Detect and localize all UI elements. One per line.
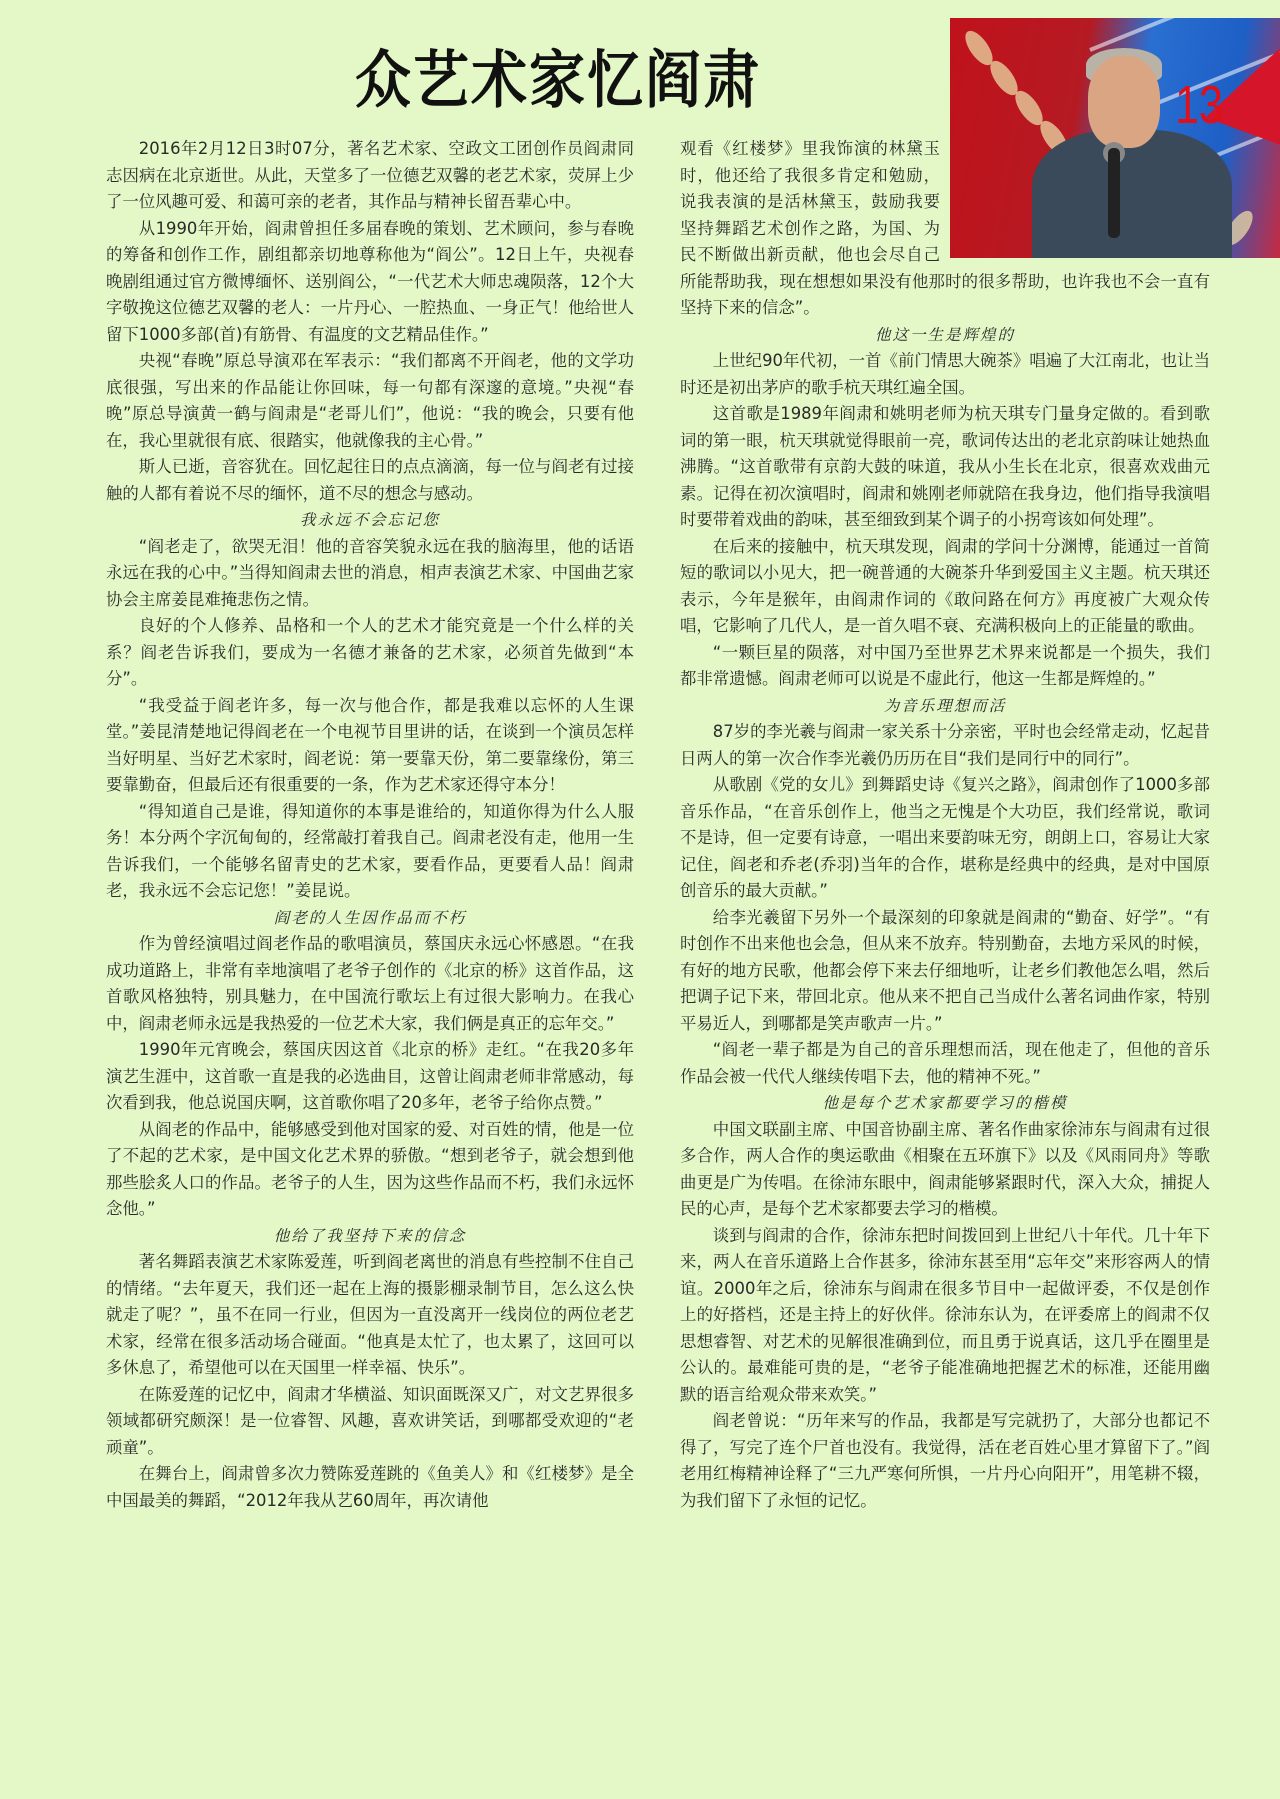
article-column-right (680, 136, 1210, 1514)
section-heading: 他这一生是辉煌的 (874, 325, 1015, 344)
paragraph: 这首歌是1989年阎肃和姚明老师为杭天琪专门量身定做的。看到歌词的第一眼，杭天琪就觉得眼前一亮，歌词传达出的老北京韵味让她热血沸腾。“这首歌带有京韵大鼓的味道，我从小生长在北京，很喜欢戏曲元素。记得在初次演唱时，阎肃和姚刚老师就陪在我身边，他们指导我演唱时要带着戏曲的韵味，甚至细致到某个调子的小拐弯该如何处理”。 (680, 404, 1210, 529)
paragraph: 阎老曾说：“历年来写的作品，我都是写完就扔了，大部分也都记不得了，写完了连个尸首也没有。我觉得，活在老百姓心里才算留下了。”阎老用红梅精神诠释了“三九严寒何所惧，一片丹心向阳开”，用笔耕不辍，为我们留下了永恒的记忆。 (680, 1411, 1210, 1510)
paragraph: 谈到与阎肃的合作，徐沛东把时间拨回到上世纪八十年代。几十年下来，两人在音乐道路上合作甚多，徐沛东甚至用“忘年交”来形容两人的情谊。2000年之后，徐沛东与阎肃在很多节目中一起做评委，不仅是创作上的好搭档，还是主持上的好伙伴。徐沛东认为，在评委席上的阎肃不仅思想睿智、对艺术的见解很准确到位，而且勇于说真话，这几乎在圈里是公认的。最难能可贵的是，“老爷子能准确地把握艺术的标准，还能用幽默的语言给观众带来欢笑。” (680, 1225, 1210, 1404)
paragraph: 上世纪90年代初，一首《前门情思大碗茶》唱遍了大江南北，也让当时还是初出茅庐的歌手杭天琪红遍全国。 (680, 351, 1210, 397)
paragraph: “阎老走了，欲哭无泪！他的音容笑貌永远在我的脑海里，他的话语永远在我的心中。”当得知阎肃去世的消息，相声表演艺术家、中国曲艺家协会主席姜昆难掩悲伤之情。 (106, 536, 634, 609)
paragraph: 在后来的接触中，杭天琪发现，阎肃的学问十分渊博，能通过一首简短的歌词以小见大，把一碗普通的大碗茶升华到爱国主义主题。杭天琪还表示，今年是猴年，由阎肃作词的《敢问路在何方》再度被广大观众传唱，它影响了几代人，是一首久唱不衰、充满积极向上的正能量的歌曲。 (680, 536, 1210, 635)
paragraph: 2016年2月12日3时07分，著名艺术家、空政文工团创作员阎肃同志因病在北京逝世。从此，天堂多了一位德艺双馨的老艺术家，荧屏上少了一位风趣可爱、和蔼可亲的老者，其作品与精神长留吾辈心中。 (106, 139, 634, 211)
paragraph: 从1990年开始，阎肃曾担任多届春晚的策划、艺术顾问，参与春晚的筹备和创作工作，剧组都亲切地尊称他为“阎公”。12日上午，央视春晚剧组通过官方微博缅怀、送别阎公，“一代艺术大师忠魂陨落，12个大字敬挽这位德艺双馨的老人：一片丹心、一腔热血、一身正气！他给世人留下1000多部(首)有筋骨、有温度的文艺精品佳作。” (106, 218, 634, 344)
paragraph: 在舞台上，阎肃曾多次力赞陈爱莲跳的《鱼美人》和《红楼梦》是全中国最美的舞蹈，“2012年我从艺60周年，再次请他 (106, 1464, 634, 1510)
paragraph: “我受益于阎老许多，每一次与他合作，都是我难以忘怀的人生课堂。”姜昆清楚地记得阎老在一个电视节目里讲的话，在谈到一个演员怎样当好明星、当好艺术家时，阎老说：第一要靠天份，第二要靠缘份，第三要靠勤奋，但最后还有很重要的一条，作为艺术家还得守本分！ (106, 695, 634, 794)
paragraph: “阎老一辈子都是为自己的音乐理想而活，现在他走了，但他的音乐作品会被一代代人继续传唱下去，他的精神不死。” (680, 1040, 1210, 1086)
paragraph: 著名舞蹈表演艺术家陈爱莲，听到阎老离世的消息有些控制不住自己的情绪。“去年夏天，我们还一起在上海的摄影棚录制节目，怎么这么快就走了呢？”，虽不在同一行业，但因为一直没离开一线岗位的两位老艺术家，经常在很多活动场合碰面。“他真是太忙了，也太累了，这回可以多休息了，希望他可以在天国里一样幸福、快乐”。 (106, 1252, 634, 1377)
section-heading: 我永远不会忘记您 (299, 511, 440, 529)
paragraph: “一颗巨星的陨落，对中国乃至世界艺术界来说都是一个损失，我们都非常遗憾。阎肃老师可以说是不虚此行，他这一生都是辉煌的。” (680, 642, 1210, 688)
paragraph: 良好的个人修养、品格和一个人的艺术才能究竟是一个什么样的关系？阎老告诉我们，要成为一名德才兼备的艺术家，必须首先做到“本分”。 (106, 616, 634, 688)
paragraph: “得知道自己是谁，得知道你的本事是谁给的，知道你得为什么人服务！本分两个字沉甸甸的，经常敲打着我自己。阎肃老没有走，他用一生告诉我们，一个能够名留青史的艺术家，要看作品，更要看人品！阎肃老，我永远不会忘记您！”姜昆说。 (106, 801, 634, 900)
paragraph: 在陈爱莲的记忆中，阎肃才华横溢、知识面既深又广，对文艺界很多领域都研究颇深！是一位睿智、风趣，喜欢讲笑话，到哪都受欢迎的“老顽童”。 (106, 1384, 634, 1457)
article-column-left (106, 136, 634, 1514)
paragraph: 斯人已逝，音容犹在。回忆起往日的点点滴滴，每一位与阎老有过接触的人都有着说不尽的缅怀，道不尽的想念与感动。 (106, 457, 634, 503)
section-heading: 为音乐理想而活 (883, 696, 1007, 715)
section-heading: 阎老的人生因作品而不朽 (273, 908, 467, 927)
section-heading: 他是每个艺术家都要学习的楷模 (822, 1094, 1068, 1112)
section-heading: 他给了我坚持下来的信念 (273, 1226, 467, 1245)
page-number: 13 (1175, 75, 1224, 135)
paragraph: 观看《红楼梦》里我饰演的林黛玉时，他还给了我很多肯定和勉励，说我表演的是活林黛玉，鼓励我要坚持舞蹈艺术创作之路，为国、为民不断做出新贡献，他也会尽自己所能帮助我，现在想想如果没有他那时的很多帮助，也许我也不会一直有坚持下来的信念”。 (680, 139, 1210, 317)
paragraph: 作为曾经演唱过阎老作品的歌唱演员，蔡国庆永远心怀感恩。“在我成功道路上，非常有幸地演唱了老爷子创作的《北京的桥》这首作品，这首歌风格独特，别具魅力，在中国流行歌坛上有过很大影响力。在我心中，阎肃老师永远是我热爱的一位艺术大家，我们俩是真正的忘年交。” (106, 934, 634, 1033)
paragraph: 87岁的李光羲与阎肃一家关系十分亲密，平时也会经常走动，忆起昔日两人的第一次合作李光羲仍历历在目“我们是同行中的同行”。 (680, 722, 1210, 768)
paragraph: 从歌剧《党的女儿》到舞蹈史诗《复兴之路》，阎肃创作了1000多部音乐作品，“在音乐创作上，他当之无愧是个大功臣，我们经常说，歌词不是诗，但一定要有诗意，一唱出来要韵味无穷，朗朗上口，容易让大家记住，阎老和乔老(乔羽)当年的合作，堪称是经典中的经典，是对中国原创音乐的最大贡献。” (680, 775, 1210, 900)
paragraph: 1990年元宵晚会，蔡国庆因这首《北京的桥》走红。“在我20多年演艺生涯中，这首歌一直是我的必选曲目，这曾让阎肃老师非常感动，每次看到我，他总说国庆啊，这首歌你唱了20多年，老爷子给你点赞。” (106, 1040, 634, 1112)
paragraph: 央视“春晚”原总导演邓在军表示：“我们都离不开阎老，他的文学功底很强，写出来的作品能让你回味，每一句都有深邃的意境。”央视“春晚”原总导演黄一鹤与阎肃是“老哥儿们”，他说：“我的晚会，只要有他在，我心里就很有底、很踏实，他就像我的主心骨。” (106, 351, 634, 450)
paragraph: 中国文联副主席、中国音协副主席、著名作曲家徐沛东与阎肃有过很多合作，两人合作的奥运歌曲《相聚在五环旗下》以及《风雨同舟》等歌曲更是广为传唱。在徐沛东眼中，阎肃能够紧跟时代，深入大众，捕捉人民的心声，是每个艺术家都要去学习的楷模。 (680, 1119, 1210, 1218)
photo-wrap-space (940, 136, 1210, 264)
paragraph: 从阎老的作品中，能够感受到他对国家的爱、对百姓的情，他是一位了不起的艺术家，是中国文化艺术界的骄傲。“想到老爷子，就会想到他那些脍炙人口的作品。老爷子的人生，因为这些作品而不朽，我们永远怀念他。” (106, 1119, 634, 1218)
paragraph: 给李光羲留下另外一个最深刻的印象就是阎肃的“勤奋、好学”。“有时创作不出来他也会急，但从来不放弃。特别勤奋，去地方采风的时候，有好的地方民歌，他都会停下来去仔细地听，让老乡们教他怎么唱，然后把调子记下来，带回北京。他从来不把自己当成什么著名词曲作家，特别平易近人，到哪都是笑声歌声一片。” (680, 907, 1210, 1033)
page-title: 众艺术家忆阎肃 (355, 43, 761, 117)
